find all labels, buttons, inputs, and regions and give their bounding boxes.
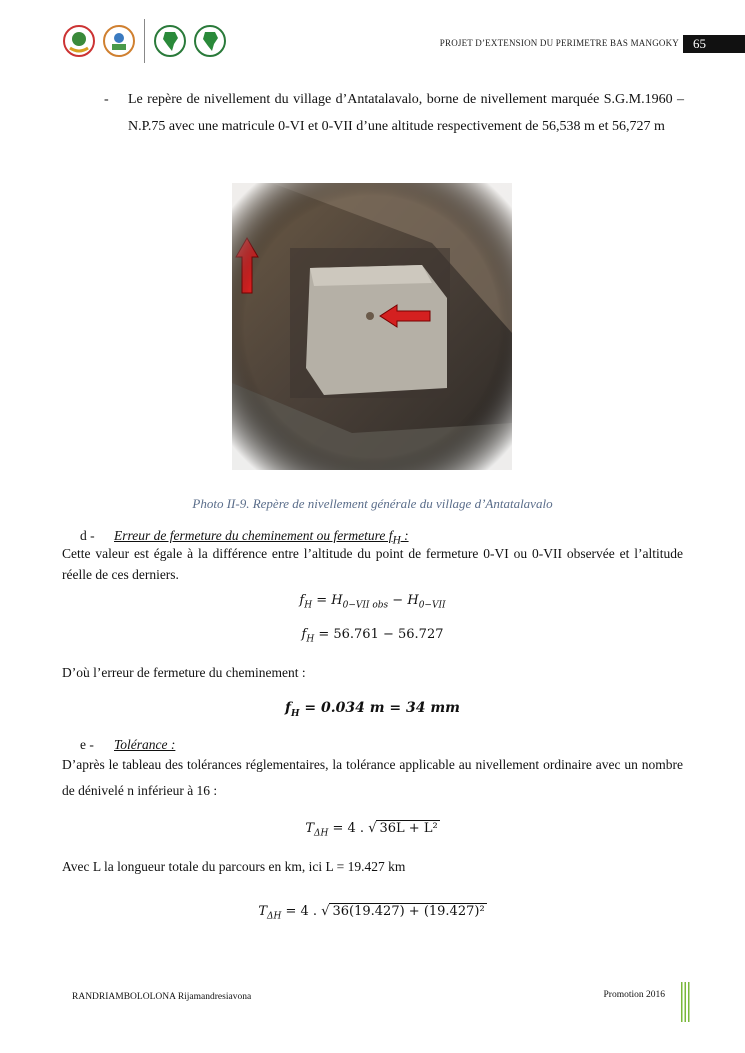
africa-map-logo: [153, 24, 187, 58]
closure-error-result: $f_H = 0.034$ m = 34 mm: [284, 700, 460, 719]
logo-separator: [144, 19, 145, 63]
length-statement: Avec L la longueur totale du parcours en km, ici L = 19.427 km: [62, 859, 406, 874]
benchmark-photo: [232, 183, 512, 470]
section-d-conclusion: D’où l’erreur de fermeture du cheminement :: [62, 665, 306, 680]
tolerance-formula: $T_{\Delta H} = 4$ . √ 36L + L²: [305, 821, 438, 839]
afdb-africa-logo: [193, 24, 227, 58]
section-e-title: Tolérance :: [114, 737, 176, 752]
ministry-emblem-logo: [62, 24, 96, 58]
section-e-paragraph: D’après le tableau des tolérances réglementaires, la tolérance applicable au nivellement ordinaire avec un nombre de dénivelé n inférieur à 16 :: [62, 757, 683, 798]
page-number: 65: [683, 35, 745, 53]
closure-error-formula: $f_H = H_{0-VII obs} - H_{0-VII}$: [299, 593, 446, 611]
header-logos: [62, 20, 233, 62]
tolerance-numeric-formula: $T_{\Delta H} = 4$ . √ 36(19.427) + (19.427)²: [258, 904, 485, 922]
footer-author: RANDRIAMBOLOLONA Rijamandresiavona: [72, 992, 252, 1002]
bullet-text: Le repère de nivellement du village d’Antatalavalo, borne de nivellement marquée S.G.M.1960 – N.P.75 avec une matricule 0-VI et 0-VII d’une altitude respectivement de 56,538 m et 56,727 m: [128, 92, 684, 134]
benchmark-bullet: [104, 86, 684, 140]
section-e-letter: e -: [80, 737, 94, 752]
section-d-title: Erreur de fermeture du cheminement ou fermeture $f_H$ :: [114, 528, 409, 547]
section-d-paragraph: Cette valeur est égale à la différence entre l’altitude du point de fermeture 0-VI ou 0-VII observée et l’altitude réelle de ces derniers.: [62, 546, 683, 582]
bullet-dash: -: [104, 92, 109, 107]
photo-caption: Photo II-9. Repère de nivellement générale du village d’Antatalavalo: [192, 496, 553, 511]
closure-error-values: $f_H = 56.761 - 56.727$: [301, 627, 444, 645]
section-d-letter: d -: [80, 528, 95, 543]
footer-promotion: Promotion 2016: [603, 990, 665, 1000]
header-title: PROJET D’EXTENSION DU PERIMETRE BAS MANGOKY: [439, 38, 679, 48]
ormva-logo: [102, 24, 136, 58]
footer-decoration: [681, 982, 691, 1022]
section-e-heading: [80, 737, 175, 753]
